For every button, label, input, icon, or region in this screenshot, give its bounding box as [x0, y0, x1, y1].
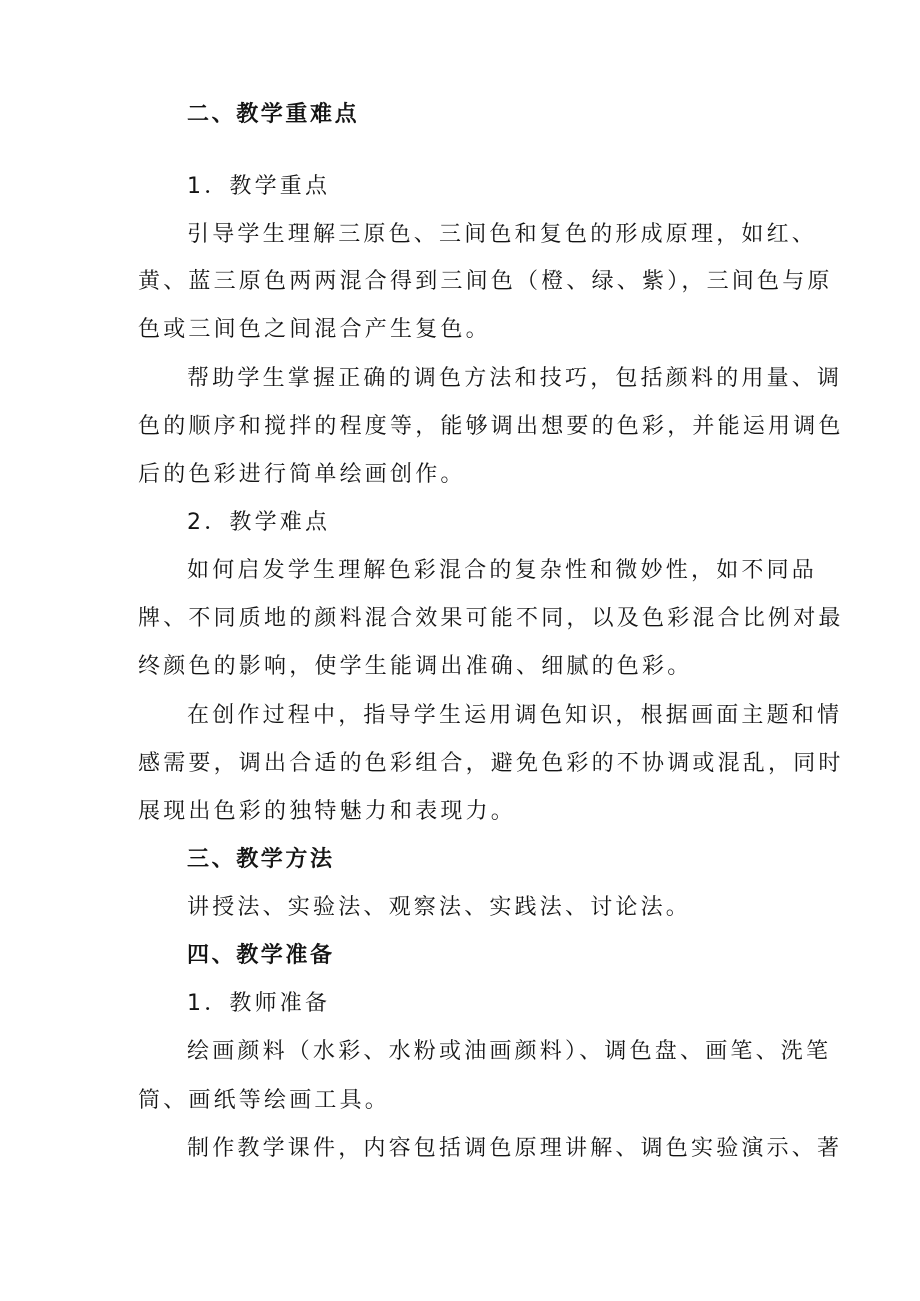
paragraph-line: 黄、蓝三原色两两混合得到三间色（橙、绿、紫），三间色与原 [138, 269, 833, 294]
subsection-heading-difficult-points: 2．教学难点 [187, 510, 331, 535]
paragraph-line: 如何启发学生理解色彩混合的复杂性和微妙性，如不同品 [187, 558, 818, 583]
paragraph-line: 筒、画纸等绘画工具。 [138, 1088, 391, 1113]
paragraph-line: 制作教学课件，内容包括调色原理讲解、调色实验演示、著 [187, 1136, 843, 1161]
paragraph-line: 色的顺序和搅拌的程度等，能够调出想要的色彩，并能运用调色 [138, 414, 844, 439]
paragraph-line: 绘画颜料（水彩、水粉或油画颜料）、调色盘、画笔、洗笔 [187, 1039, 832, 1064]
section-heading-teaching-preparation: 四、教学准备 [187, 943, 335, 968]
paragraph-line: 讲授法、实验法、观察法、实践法、讨论法。 [187, 895, 692, 920]
paragraph-line: 在创作过程中，指导学生运用调色知识，根据画面主题和情 [187, 703, 843, 728]
paragraph-line: 感需要，调出合适的色彩组合，避免色彩的不协调或混乱，同时 [138, 751, 844, 776]
subsection-heading-teacher-preparation: 1．教师准备 [187, 991, 331, 1016]
section-heading-teaching-methods: 三、教学方法 [187, 847, 335, 872]
section-heading-key-difficult-points: 二、教学重难点 [187, 102, 360, 127]
paragraph-line: 展现出色彩的独特魅力和表现力。 [138, 799, 517, 824]
paragraph-line: 终颜色的影响，使学生能调出准确、细腻的色彩。 [138, 654, 693, 679]
paragraph-line: 色或三间色之间混合产生复色。 [138, 317, 491, 342]
paragraph-line: 帮助学生掌握正确的调色方法和技巧，包括颜料的用量、调 [187, 366, 843, 391]
paragraph-line: 引导学生理解三原色、三间色和复色的形成原理，如红、 [187, 222, 818, 247]
paragraph-line: 后的色彩进行简单绘画创作。 [138, 462, 466, 487]
paragraph-line: 牌、不同质地的颜料混合效果可能不同，以及色彩混合比例对最 [138, 606, 844, 631]
subsection-heading-key-points: 1．教学重点 [187, 174, 331, 199]
